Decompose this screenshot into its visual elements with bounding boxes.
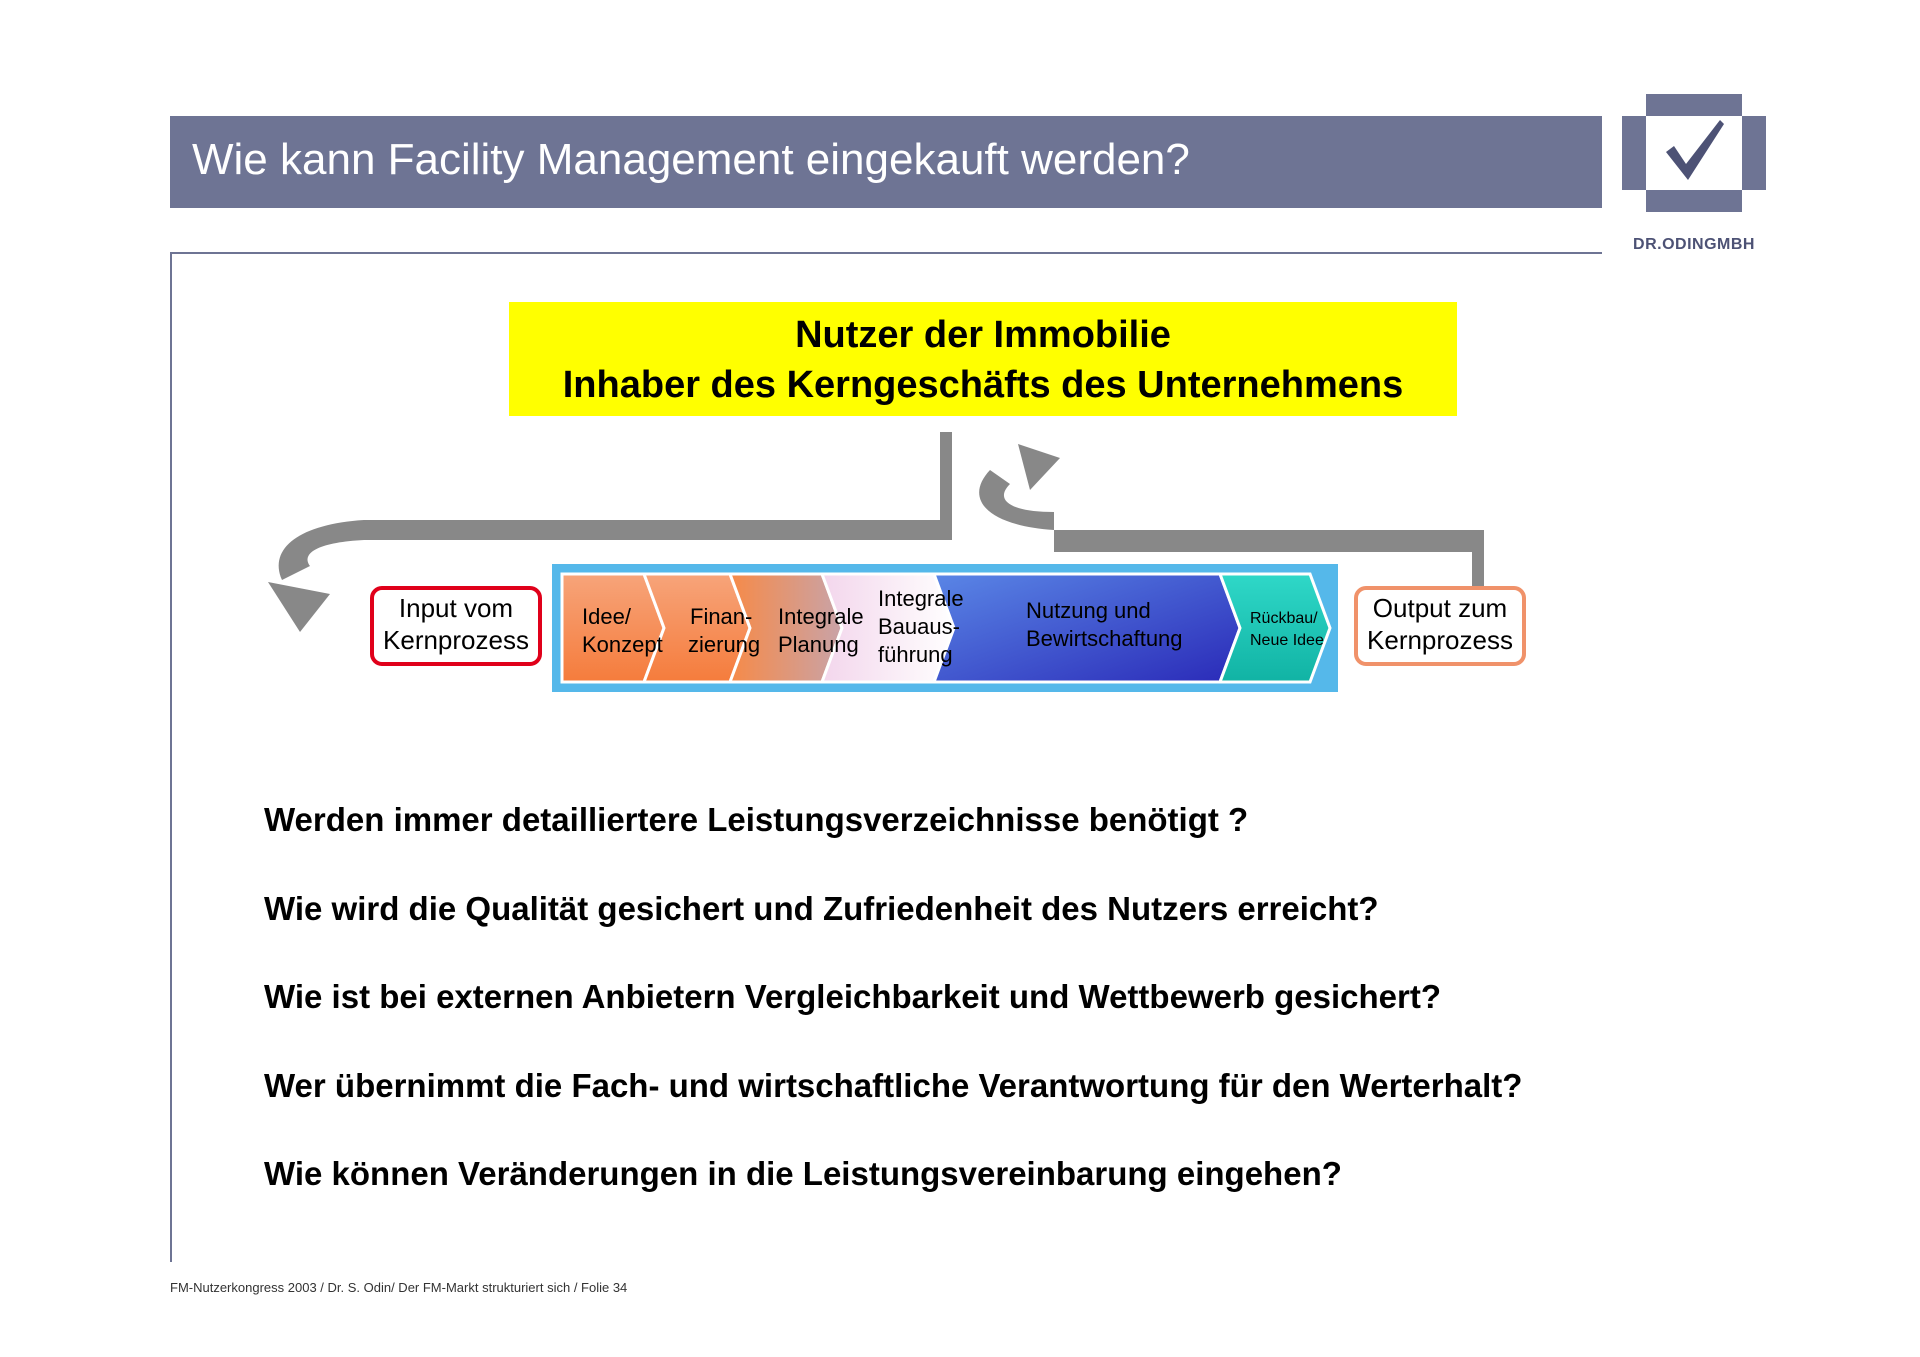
step-finanzierung (688, 603, 760, 659)
step-planung-line2: Planung (778, 632, 859, 657)
step-finanzierung-line2: zierung (688, 632, 761, 657)
user-box-line2: Inhaber des Kerngeschäfts des Unternehmens (562, 364, 1404, 406)
step-rueckbau-line2: Neue Idee (1250, 632, 1324, 649)
step-nutzung (1026, 597, 1183, 653)
step-rueckbau (1250, 608, 1324, 652)
input-box (370, 586, 542, 666)
step-idee-line2: Konzept (582, 632, 663, 657)
question-2: Wie wird die Qualität gesichert und Zufriedenheit des Nutzers erreicht? (264, 890, 1379, 927)
step-nutzung-line1: Nutzung und (1026, 598, 1151, 623)
slide-title: Wie kann Facility Management eingekauft werden? (192, 135, 1190, 184)
output-box (1354, 586, 1526, 666)
question-5: Wie können Veränderungen in die Leistungsvereinbarung eingehen? (264, 1155, 1342, 1192)
question-1: Werden immer detailliertere Leistungsverzeichnisse benötigt ? (264, 801, 1249, 838)
question-4: Wer übernimmt die Fach- und wirtschaftliche Verantwortung für den Werterhalt? (264, 1067, 1523, 1104)
slide-footer: FM-Nutzerkongress 2003 / Dr. S. Odin/ Der FM-Markt strukturiert sich / Folie 34 (170, 1280, 628, 1295)
step-bauausfuehrung-line1: Integrale (878, 586, 964, 611)
user-box-line1: Nutzer der Immobilie (795, 314, 1171, 356)
step-finanzierung-line1: Finan- (690, 604, 753, 629)
input-line1: Input vom (398, 593, 514, 623)
step-planung-line1: Integrale (778, 604, 864, 629)
output-line2: Kernprozess (1367, 625, 1513, 655)
step-bauausfuehrung-line2: Bauaus- (878, 614, 960, 639)
step-idee (582, 603, 663, 659)
question-3: Wie ist bei externen Anbietern Vergleichbarkeit und Wettbewerb gesichert? (264, 978, 1441, 1015)
step-planung (778, 603, 864, 659)
step-bauausfuehrung (878, 585, 964, 669)
step-nutzung-line2: Bewirtschaftung (1026, 626, 1183, 651)
output-line1: Output zum (1372, 593, 1508, 623)
step-idee-line1: Idee/ (582, 604, 631, 629)
step-bauausfuehrung-line3: führung (878, 642, 953, 667)
step-rueckbau-line1: Rückbau/ (1250, 610, 1318, 627)
input-line2: Kernprozess (383, 625, 529, 655)
logo-text: DR.ODINGMBH (1633, 236, 1755, 253)
